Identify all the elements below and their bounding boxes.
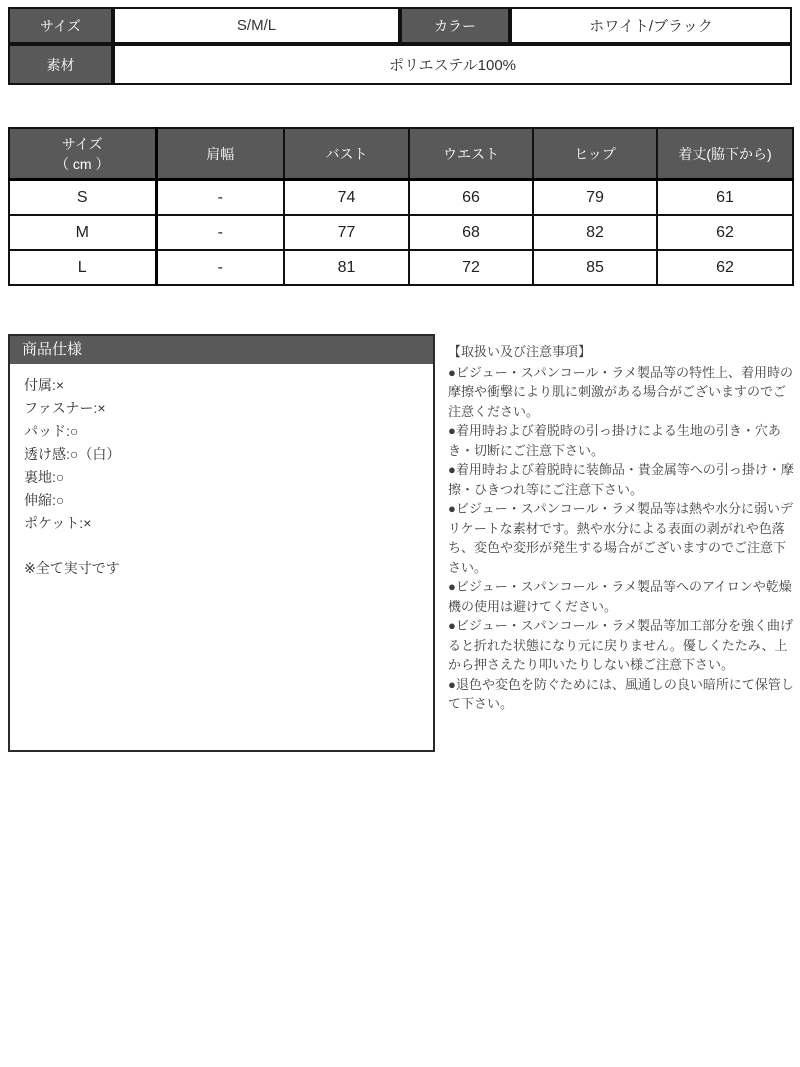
size-chart-table xyxy=(8,127,794,286)
precaution-item: ●着用時および着脱時の引っ掛けによる生地の引き・穴あき・切断にご注意下さい。 xyxy=(448,423,781,458)
size-chart-row-s xyxy=(9,180,793,216)
spec-item-lining: 裏地:○ xyxy=(24,469,65,485)
table-cell: 62 xyxy=(657,215,793,250)
spec-box-title: 商品仕様 xyxy=(10,336,433,364)
table-cell: 61 xyxy=(657,180,793,216)
size-header-line2: （ cm ） xyxy=(55,155,110,172)
table-cell: 72 xyxy=(409,250,533,285)
product-info-table xyxy=(8,7,792,85)
table-cell: 82 xyxy=(533,215,657,250)
table-cell: - xyxy=(156,215,284,250)
waist-header-cell: ウエスト xyxy=(409,128,533,180)
table-cell: 62 xyxy=(657,250,793,285)
material-label-cell: 素材 xyxy=(8,44,113,85)
shoulder-width-header-cell: 肩幅 xyxy=(156,128,284,180)
size-value-cell: S/M/L xyxy=(113,7,400,44)
row-label-cell: L xyxy=(9,250,156,285)
product-spec-box xyxy=(8,334,435,752)
precaution-item: ●退色や変色を防ぐためには、風通しの良い暗所にて保管して下さい。 xyxy=(448,676,794,711)
size-chart-header-row xyxy=(9,128,793,180)
size-label-cell: サイズ xyxy=(8,7,113,44)
table-cell: 77 xyxy=(284,215,409,250)
material-value-cell: ポリエステル100% xyxy=(113,44,792,85)
spec-item-pocket: ポケット:× xyxy=(24,515,92,531)
table-cell: 66 xyxy=(409,180,533,216)
info-row-size-color xyxy=(8,7,792,44)
precautions-title: 【取扱い及び注意事項】 xyxy=(448,344,592,359)
table-cell: 81 xyxy=(284,250,409,285)
precaution-item: ●ビジュー・スパンコール・ラメ製品等へのアイロンや乾燥機の使用は避けてください。 xyxy=(448,579,792,614)
spec-note: ※全て実寸です xyxy=(24,560,120,576)
row-label-cell: S xyxy=(9,180,156,216)
table-cell: 85 xyxy=(533,250,657,285)
size-chart-row-m xyxy=(9,215,793,250)
spec-box-body xyxy=(10,364,433,590)
row-label-cell: M xyxy=(9,215,156,250)
color-label-cell: カラー xyxy=(400,7,510,44)
precaution-item: ●ビジュー・スパンコール・ラメ製品等の特性上、着用時の摩擦や衝撃により肌に刺激がある場合がございますのでご注意ください。 xyxy=(448,364,793,419)
spec-item-accessory: 付属:× xyxy=(24,377,65,393)
bust-header-cell: バスト xyxy=(284,128,409,180)
size-chart-row-l xyxy=(9,250,793,285)
table-cell: 79 xyxy=(533,180,657,216)
precautions-section xyxy=(448,342,796,714)
spec-item-sheerness: 透け感:○（白） xyxy=(24,446,121,462)
length-header-cell: 着丈(脇下から) xyxy=(657,128,793,180)
precaution-item: ●着用時および着脱時に装飾品・貴金属等への引っ掛け・摩擦・ひきつれ等にご注意下さい。 xyxy=(448,462,794,497)
hip-header-cell: ヒップ xyxy=(533,128,657,180)
precaution-item: ●ビジュー・スパンコール・ラメ製品等加工部分を強く曲げると折れた状態になり元に戻りません。優しくたたみ、上から押さえたり叩いたりしない様ご注意下さい。 xyxy=(448,618,793,672)
size-cm-header-cell xyxy=(9,128,156,180)
spec-item-stretch: 伸縮:○ xyxy=(24,492,65,508)
size-header-line1: サイズ xyxy=(61,135,103,152)
info-row-material xyxy=(8,44,792,85)
table-cell: - xyxy=(156,250,284,285)
color-value-cell: ホワイト/ブラック xyxy=(510,7,792,44)
precaution-item: ●ビジュー・スパンコール・ラメ製品等は熱や水分に弱いデリケートな素材です。熱や水分による表面の剥がれや色落ち、変色や変形が発生する場合がございますのでご注意下さい。 xyxy=(448,501,793,575)
table-cell: 68 xyxy=(409,215,533,250)
table-cell: 74 xyxy=(284,180,409,216)
spec-item-pad: パッド:○ xyxy=(24,423,79,439)
spec-item-fastener: ファスナー:× xyxy=(24,400,106,416)
table-cell: - xyxy=(156,180,284,216)
